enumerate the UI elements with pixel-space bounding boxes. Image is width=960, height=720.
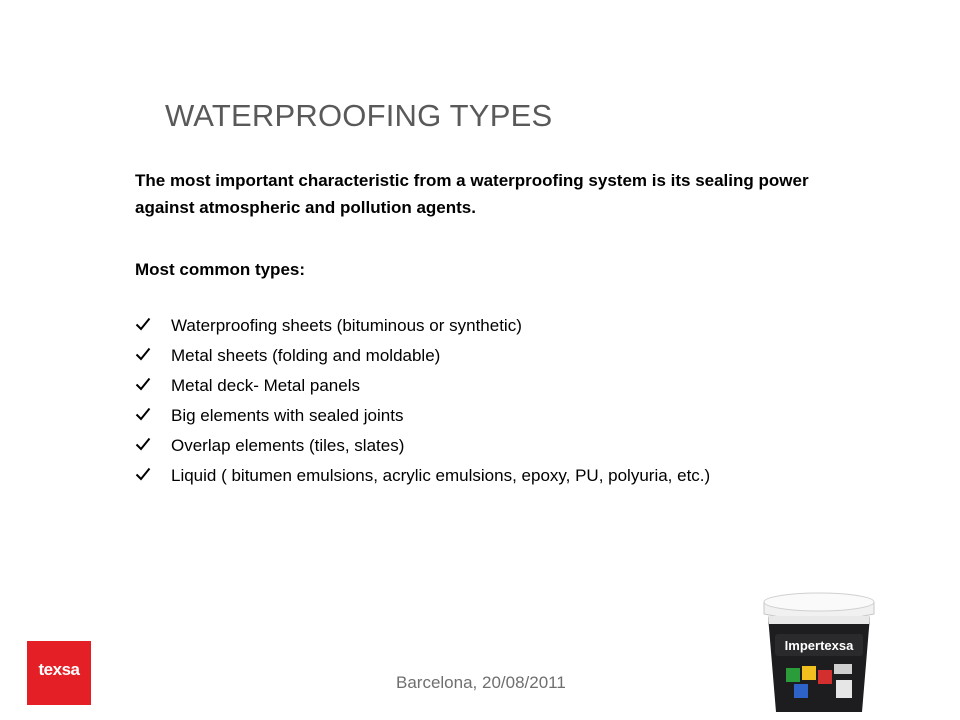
subheading: Most common types:	[135, 260, 306, 279]
checkmark-icon	[135, 434, 171, 452]
product-brand: Impertexsa	[784, 638, 854, 653]
list-item-text: Overlap elements (tiles, slates)	[171, 436, 405, 455]
list-item	[135, 404, 825, 428]
types-list	[135, 314, 825, 494]
texsa-logo	[27, 641, 91, 705]
paint-bucket-icon	[758, 588, 880, 719]
intro-paragraph: The most important characteristic from a waterproofing system is its sealing power against atmospheric and pollution agents.	[135, 171, 809, 217]
checkmark-icon	[135, 404, 171, 422]
checkmark-icon	[135, 344, 171, 362]
footer-date: Barcelona, 20/08/2011	[396, 673, 566, 692]
slide-title: WATERPROOFING TYPES	[165, 98, 553, 133]
list-item	[135, 374, 825, 398]
list-item-text: Metal sheets (folding and moldable)	[171, 346, 441, 365]
list-item	[135, 434, 825, 458]
list-item	[135, 464, 825, 488]
checkmark-icon	[135, 464, 171, 482]
list-item-text: Waterproofing sheets (bituminous or synthetic)	[171, 316, 522, 335]
checkmark-icon	[135, 314, 171, 332]
list-item-text: Metal deck- Metal panels	[171, 376, 360, 395]
checkmark-icon	[135, 374, 171, 392]
logo-text: texsa	[38, 660, 80, 679]
list-item	[135, 344, 825, 368]
list-item	[135, 314, 825, 338]
list-item-text: Big elements with sealed joints	[171, 406, 404, 425]
list-item-text: Liquid ( bitumen emulsions, acrylic emulsions, epoxy, PU, polyuria, etc.)	[171, 466, 711, 485]
